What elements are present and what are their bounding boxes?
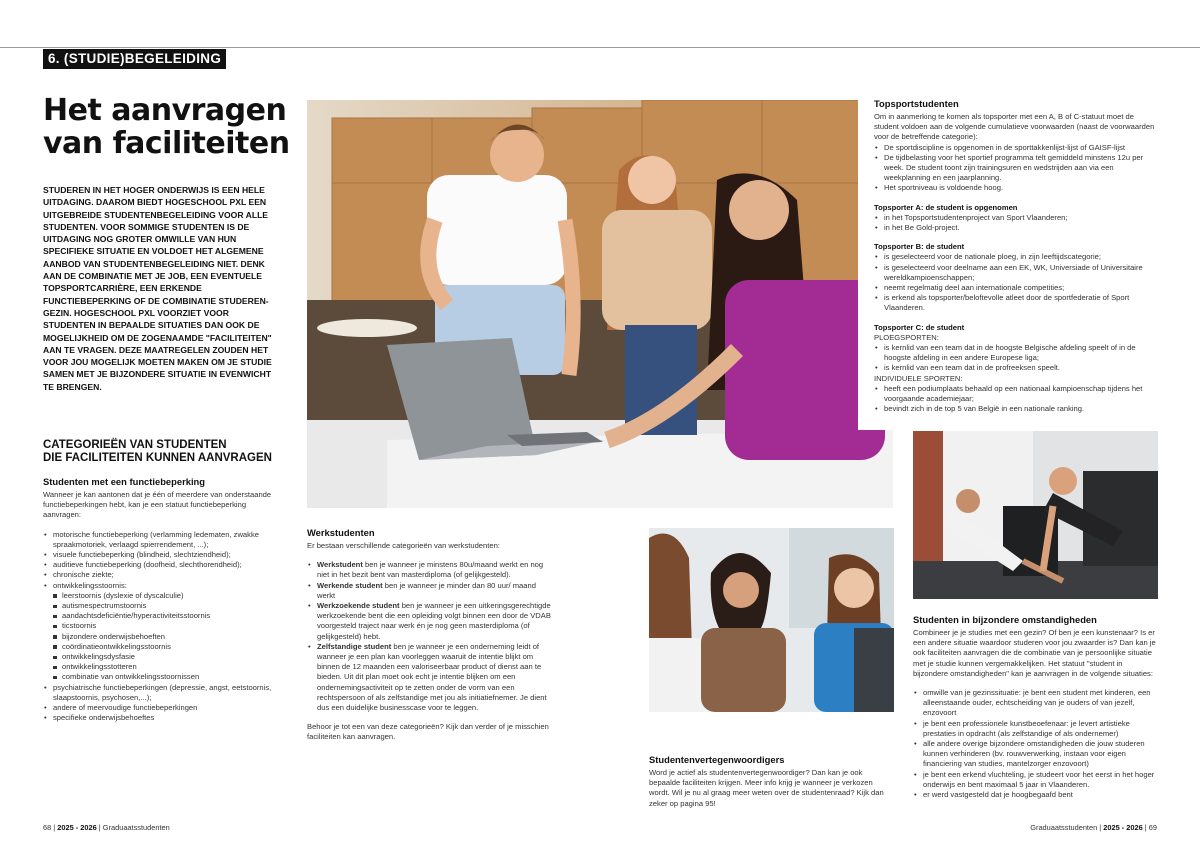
list-item: • je bent een erkend vluchteling, je studeert voor het eerst in het hoger onderwijs en bent maximaal 5 jaar in Vlaanderen. (913, 770, 1158, 790)
list-item-text: ben je wanneer je minder dan 80 uur/ maand werkt (317, 580, 536, 600)
topsport-c-ploeg-label: PLOEGSPORTEN: (874, 332, 939, 342)
list-item: • heeft een podiumplaats behaald op een nationaal kampioenschap tijdens het voorgaande academiejaar; (874, 384, 1158, 404)
sub-list-item: combinatie van ontwikkelingsstoornissen (52, 672, 283, 682)
list-item (307, 601, 552, 642)
categories-heading-line1: CATEGORIEËN VAN STUDENTEN (43, 439, 227, 451)
footer-separator: | (53, 823, 56, 832)
topsport-heading: Topsportstudenten (874, 98, 959, 109)
footer-separator: | (98, 823, 101, 832)
page-title: Het aanvragen van faciliteiten (43, 93, 290, 161)
footer-separator: | (1144, 823, 1147, 832)
list-item: • in het Be Gold-project. (874, 223, 1158, 233)
footer-left (43, 823, 170, 832)
bijzondere-heading: Studenten in bijzondere omstandigheden (913, 614, 1097, 625)
hero-photo-illustration (307, 100, 893, 508)
werkstudenten-section (307, 527, 552, 743)
topsport-c-indiv-label: INDIVIDUELE SPORTEN: (874, 373, 963, 383)
list-item-term: Werkende student (317, 580, 383, 590)
list-item: • is geselecteerd voor deelname aan een EK, WK, Universiade of Universitaire wereldkampioenschappen; (874, 263, 1158, 283)
list-item: • specifieke onderwijsbehoeftes (43, 713, 283, 723)
list-item (43, 581, 283, 683)
vertegenwoordigers-text: Word je actief als studentenvertegenwoordiger? Dan kan je ook bepaalde faciliteiten krijgen. Meer info krijg je wanneer je verkozen wordt. Wil je nu al graag meer weten over de studentenraad? Kijk dan zeker op pagina 95! (649, 768, 884, 808)
list-item-text: ben je wanneer je een onderneming leidt of wanneer je een plan kan voorleggen waaruit de intentie blijkt om binnen de 12 maanden een valoriseerbaar product of dienst aan te bieden. Uit dit plan moet ook echt je intentie blijken om een ondernemingsactiviteit op te zetten onder de vorm van een rechtspersoon of als zelfstandige met jou als initiatiefnemer. Je dient dus een duidelijke businesscase voor te leggen. (317, 641, 547, 713)
page-number-right: 69 (1148, 823, 1157, 832)
photo-three-students (649, 528, 894, 712)
bijzondere-intro: Combineer je je studies met een gezin? Of ben je een kunstenaar? Is er een andere situatie waardoor studeren voor jou zwaarder is? Dan kan je ook faciliteiten aanvragen die de combinatie van je persoonlijke situatie met je studie kunnen vergemakkelijken. Het statuut "student in bijzondere omstandigheden" kan je aanvragen in de volgende situaties: (913, 628, 1156, 678)
sub-list-item: autismespectrumstoornis (52, 601, 283, 611)
werkstudenten-list (307, 560, 552, 713)
werkstudenten-intro: Er bestaan verschillende categorieën van werkstudenten: (307, 541, 500, 550)
topsport-section (874, 98, 1158, 414)
topsport-list (874, 143, 1158, 194)
list-item (307, 642, 552, 713)
list-item: • is kernlid van een team dat in de profreeksen speelt. (874, 363, 1158, 373)
list-item: • De tijdbelasting voor het sportief programma telt gemiddeld minstens 12u per week. De student toont zijn trainingsuren en wedstrijden aan via een weekplanning en een jaarplanning. (874, 153, 1158, 184)
sub-list-item: ontwikkelingsstotteren (52, 662, 283, 672)
sub-list-item: coördinatieontwikkelingsstoornis (52, 642, 283, 652)
categories-heading-line2: DIE FACILITEITEN KUNNEN AANVRAGEN (43, 452, 272, 464)
sub-list-item: leerstoornis (dyslexie of dyscalculie) (52, 591, 283, 601)
topsport-c-ploeg-list (874, 343, 1158, 374)
list-item: • psychiatrische functiebeperkingen (depressie, angst, eetstoornis, slaapstoornis, psychosen,...); (43, 683, 283, 703)
footer-right (1030, 823, 1157, 832)
bijzondere-section (913, 614, 1158, 800)
hero-photo-students-laptop (307, 100, 893, 508)
topsport-b-heading: Topsporter B: de student (874, 242, 965, 252)
photo-gym-illustration (913, 431, 1158, 599)
ontwikkelingsstoornis-sublist (52, 591, 283, 683)
intro-text: STUDEREN IN HET HOGER ONDERWIJS IS EEN HELE UITDAGING. DAAROM BIEDT HOGESCHOOL PXL EEN UITGEBREIDE STUDENTENBEGELEIDING VOOR ALLE STUDENTEN. VOOR SOMMIGE STUDENTEN IS DE UITDAGING NOG GROTER OMWILLE VAN HUN SPECIFIEKE SITUATIE EN VOLDOET HET ALGEMENE AANBOD VAN STUDENTENBEGELEIDING NIET. DENK AAN DE COMBINATIE MET JE JOB, EEN EVENTUELE TOPSPORTCARRIÈRE, EEN ERKENDE FUNCTIEBEPERKING OF DE COMBINATIE STUDEREN-GEZIN. HOGESCHOOL PXL VOORZIET VOOR STUDENTEN IN BEPAALDE SITUATIES DAN OOK DE MOGELIJKHEID OM DE ZOGENAAMDE "FACILITEITEN" AAN TE VRAGEN. DEZE MAATREGELEN ZOUDEN HET VOOR JOU MOGELIJK MOETEN MAKEN OM JE STUDIE SAMEN MET JE BIJZONDERE SITUATIE IN EVENWICHT TE BRENGEN. (43, 185, 272, 392)
list-item: • is geselecteerd voor de nationale ploeg, in zijn leeftijdscategorie; (874, 252, 1158, 262)
sub-list-item: bijzondere onderwijsbehoeften (52, 632, 283, 642)
list-item-text: ben je wanneer je minstens 80u/maand werkt en nog niet in het bezit bent van masterdiploma (of gelijkgesteld). (317, 560, 544, 580)
vertegenwoordigers-heading: Studentenvertegenwoordigers (649, 754, 785, 765)
bijzondere-list (913, 688, 1158, 800)
categories-heading (43, 439, 293, 465)
functiebeperking-section (43, 476, 283, 723)
list-item: • is kernlid van een team dat in de hoogste Belgische afdeling speelt of in de hoogste afdeling in een andere Europese liga; (874, 343, 1158, 363)
topsport-c-heading: Topsporter C: de student (874, 322, 965, 332)
list-item: • alle andere overige bijzondere omstandigheden die jouw studeren kunnen verhinderen (bv. rouwverwerking, instaan voor eigen financiering van studies, mantelzorger enzovoort) (913, 739, 1158, 770)
list-item: • omwille van je gezinssituatie: je bent een student met kinderen, een alleenstaande ouder, echtscheiding van je ouders of van jezelf, enzovoort (913, 688, 1158, 719)
list-item (307, 581, 552, 601)
list-item: • De sportdiscipline is opgenomen in de sporttakkenlijst-lijst of GAISF-lijst (874, 143, 1158, 153)
list-item: • is erkend als topsporter/beloftevolle atleet door de sportfederatie of Sport Vlaanderen. (874, 293, 1158, 313)
sub-list-item: ticstoornis (52, 621, 283, 631)
list-item: • er werd vastgesteld dat je hoogbegaafd bent (913, 790, 1158, 800)
list-item: • bevindt zich in de top 5 van België in een nationale ranking. (874, 404, 1158, 414)
list-item: • motorische functiebeperking (verlamming ledematen, zwakke spraakmotoriek, verlaagd spierrendement, ...); (43, 530, 283, 550)
topsport-b-list (874, 252, 1158, 313)
footer-year-right: 2025 - 2026 (1103, 823, 1143, 832)
sub-list-item: aandachtsdeficiëntie/hyperactiviteitsstoornis (52, 611, 283, 621)
footer-label-right: Graduaatsstudenten (1030, 823, 1098, 832)
page-number-left: 68 (43, 823, 52, 832)
list-item-text: ben je wanneer je een uitkeringsgerechtigde werkzoekende bent die een opleiding volgt binnen een door de VDAB voorgesteld traject naar werk én je nog geen masterdiploma (of gelijkgesteld) hebt. (317, 601, 551, 641)
footer-separator: | (1099, 823, 1102, 832)
list-item: • Het sportniveau is voldoende hoog. (874, 183, 1158, 193)
topsport-a-list (874, 213, 1158, 233)
list-item: • chronische ziekte; (43, 570, 283, 580)
list-item-term: Werkzoekende student (317, 601, 400, 611)
photo-three-students-illustration (649, 528, 894, 712)
top-rule (0, 47, 1200, 48)
topsport-intro: Om in aanmerking te komen als topsporter met een A, B of C-statuut moet de student voldoen aan de volgende cumulatieve voorwaarden (naast de voorwaarden voor de betreffende categorie): (874, 112, 1155, 142)
footer-year-left: 2025 - 2026 (57, 823, 97, 832)
topsport-c-indiv-list (874, 384, 1158, 415)
list-item: • neemt regelmatig deel aan internationale competities; (874, 283, 1158, 293)
list-item-term: Zelfstandige student (317, 641, 392, 651)
list-item: • auditieve functiebeperking (doofheid, slechthorendheid); (43, 560, 283, 570)
list-item (307, 560, 552, 580)
werkstudenten-outro: Behoor je tot een van deze categorieën? Kijk dan verder of je misschien faciliteiten kan aanvragen. (307, 722, 549, 742)
functiebeperking-heading: Studenten met een functiebeperking (43, 476, 206, 487)
list-item: • in het Topsportstudentenproject van Sport Vlaanderen; (874, 213, 1158, 223)
functiebeperking-list (43, 530, 283, 724)
werkstudenten-heading: Werkstudenten (307, 527, 375, 538)
list-item: • je bent een professionele kunstbeoefenaar: je levert artistieke prestaties in opdracht (als zelfstandige of als ondernemer) (913, 719, 1158, 739)
sub-list-item: ontwikkelingsdysfasie (52, 652, 283, 662)
photo-gym-workout (913, 431, 1158, 599)
list-item-text: ontwikkelingsstoornis: (53, 580, 127, 590)
footer-label-left: Graduaatsstudenten (102, 823, 170, 832)
list-item: • andere of meervoudige functiebeperkingen (43, 703, 283, 713)
topsport-a-heading: Topsporter A: de student is opgenomen (874, 202, 1018, 212)
list-item-term: Werkstudent (317, 560, 363, 570)
functiebeperking-intro: Wanneer je kan aantonen dat je één of meerdere van onderstaande functiebeperkingen hebt, kan je een statuut functiebeperking aanvragen: (43, 490, 272, 520)
list-item: • visuele functiebeperking (blindheid, slechtziendheid); (43, 550, 283, 560)
section-tag: 6. (STUDIE)BEGELEIDING (43, 49, 226, 69)
vertegenwoordigers-section (649, 754, 894, 809)
